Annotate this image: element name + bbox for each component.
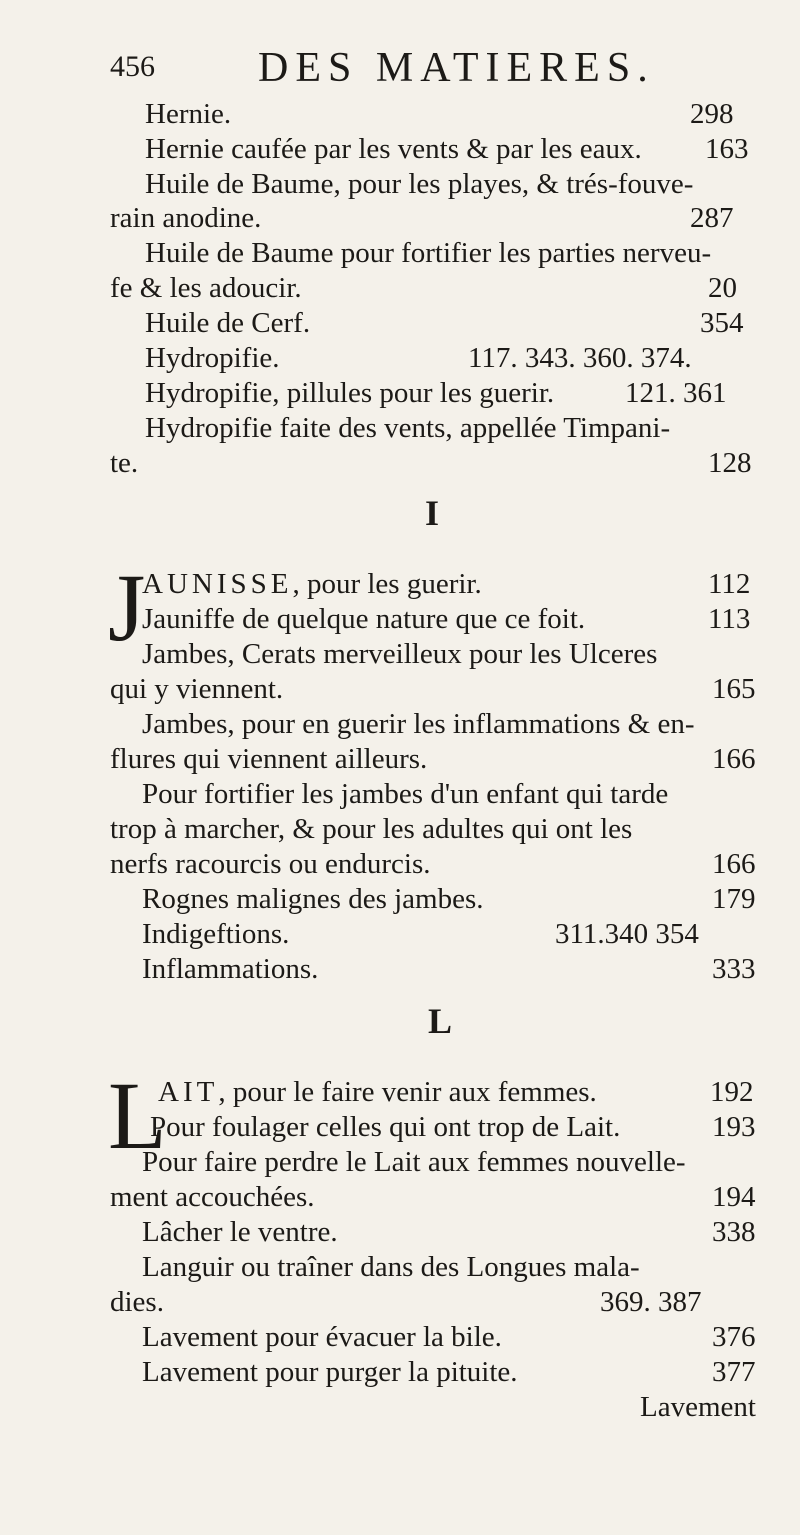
index-entry: Jambes, Cerats merveilleux pour les Ulceres (142, 638, 658, 670)
drop-cap-l: L (108, 1062, 167, 1169)
index-entry: AUNISSE, pour les guerir. 112 (142, 568, 751, 600)
index-entry: Jambes, pour en guerir les inflammations & en- (142, 708, 695, 740)
index-entry: dies. 369. 387 (110, 1286, 702, 1318)
page-number: 456 (110, 50, 155, 83)
index-entry: ment accouchées. 194 (110, 1181, 756, 1213)
index-entry: trop à marcher, & pour les adultes qui ont les (110, 813, 633, 845)
index-entry: Hydropifie. 117. 343. 360. 374. (145, 342, 692, 374)
index-entry: Huile de Cerf. 354 (145, 307, 744, 339)
index-entry: fe & les adoucir. 20 (110, 272, 737, 304)
running-head: DES MATIERES. (258, 45, 655, 91)
index-entry: qui y viennent. 165 (110, 673, 756, 705)
index-entry: Hydropifie faite des vents, appellée Timpani- (145, 412, 671, 444)
index-entry: Hydropifie, pillules pour les guerir. 121. 361 (145, 377, 727, 409)
index-entry: rain anodine. 287 (110, 202, 734, 234)
section-letter-i: I (425, 493, 440, 533)
catchword-line (0, 1391, 800, 1425)
index-entry: Hernie. 298 (145, 98, 734, 130)
index-entry: Languir ou traîner dans des Longues mala- (142, 1251, 640, 1283)
index-entry: Jauniffe de quelque nature que ce foit. 113 (142, 603, 751, 635)
index-entry: Huile de Baume pour fortifier les parties nerveu- (145, 237, 712, 269)
index-entry: Indigeftions. 311.340 354 (142, 918, 699, 950)
index-entry: AIT, pour le faire venir aux femmes. 192 (158, 1076, 754, 1108)
page-header (110, 44, 730, 94)
section-letter-l: L (428, 1001, 453, 1041)
index-entry: nerfs racourcis ou endurcis. 166 (110, 848, 756, 880)
index-entry: Lavement pour évacuer la bile. 376 (142, 1321, 756, 1353)
index-entry: Lavement pour purger la pituite. 377 (142, 1356, 756, 1388)
drop-cap-j: J (108, 554, 146, 661)
index-entry: Pour foulager celles qui ont trop de Lait. 193 (150, 1111, 756, 1143)
index-entry: Huile de Baume, pour les playes, & trés-fouve- (145, 168, 694, 200)
index-entry: Inflammations. 333 (142, 953, 756, 985)
catchword: Lavement (640, 1391, 756, 1423)
index-entry: Hernie caufée par les vents & par les eaux. 163 (145, 133, 749, 165)
index-entry: Pour faire perdre le Lait aux femmes nouvelle- (142, 1146, 686, 1178)
index-entry: Rognes malignes des jambes. 179 (142, 883, 756, 915)
index-entry: Pour fortifier les jambes d'un enfant qui tarde (142, 778, 669, 810)
index-entry: flures qui viennent ailleurs. 166 (110, 743, 756, 775)
index-entry: te. 128 (110, 447, 752, 479)
index-entry: Lâcher le ventre. 338 (142, 1216, 756, 1248)
